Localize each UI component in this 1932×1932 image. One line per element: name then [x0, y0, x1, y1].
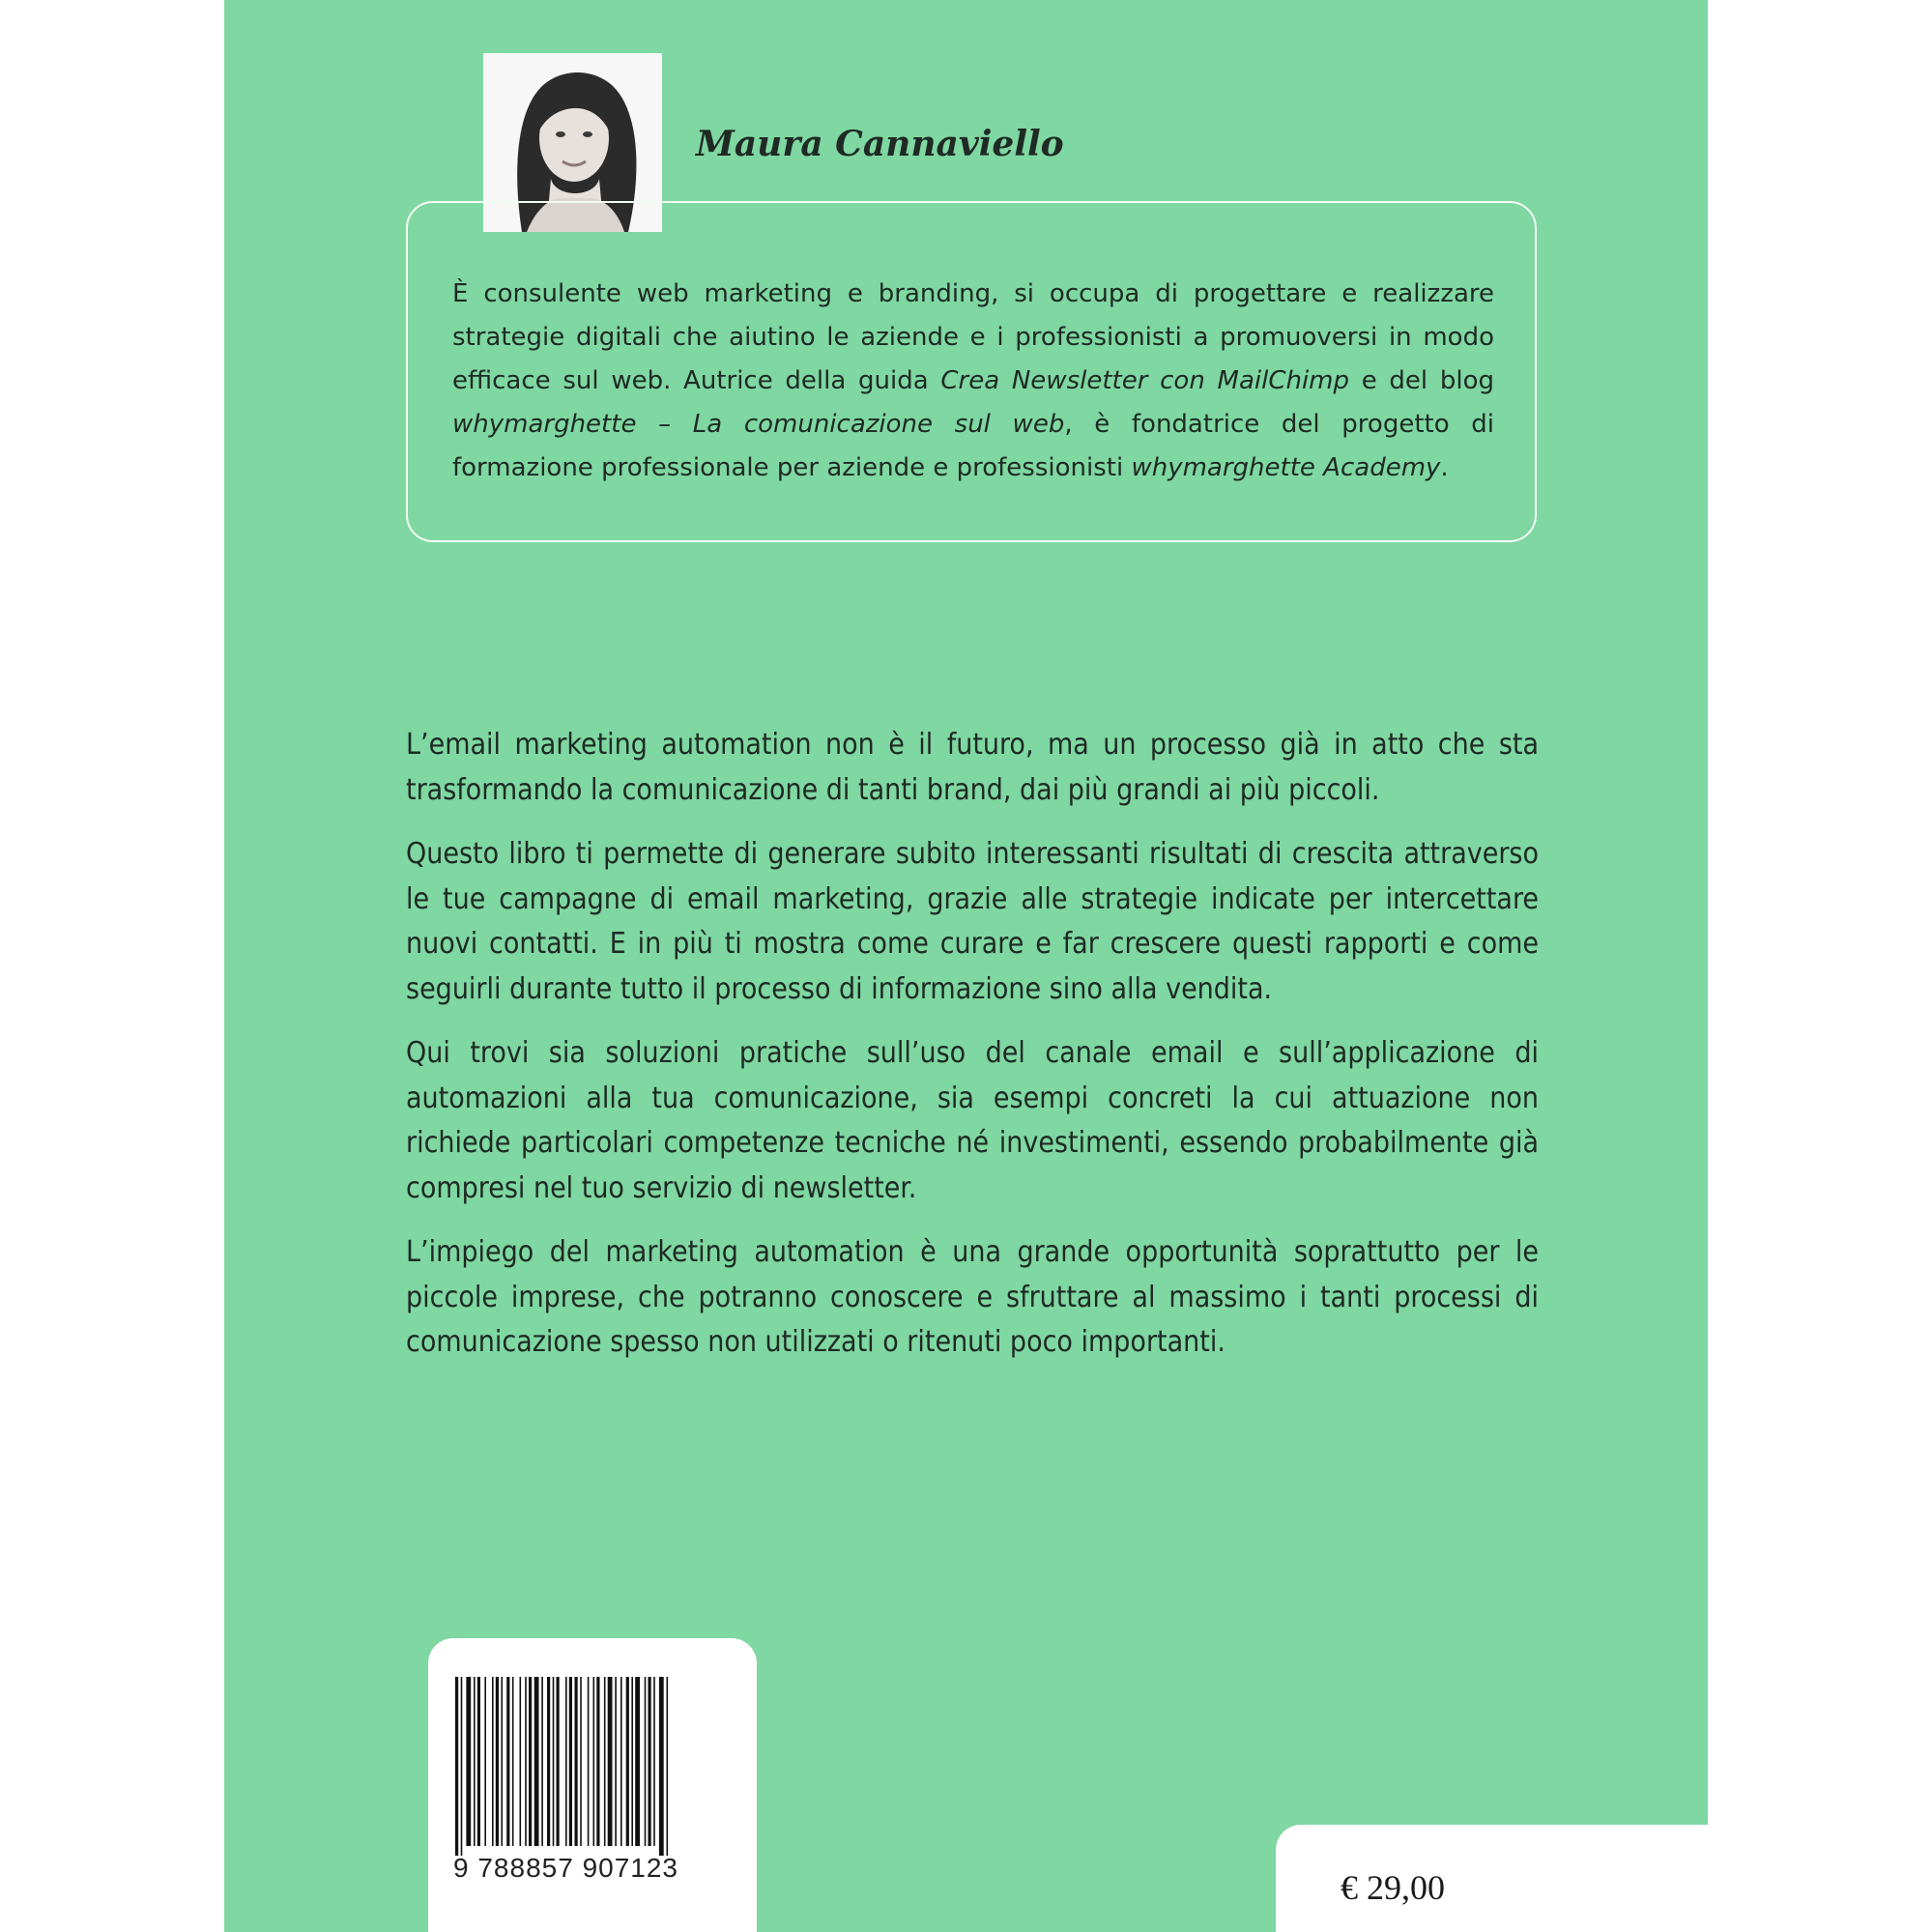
price-label: € 29,00 [1341, 1868, 1445, 1907]
bio-segment: È consulente web marketing e branding, si occupa di progettare e realizzare strategie digitali che aiutino le aziende e i professionisti a promuoversi in modo efficace sul web. Autrice della guida [452, 279, 1494, 395]
barcode-panel [428, 1638, 757, 1932]
bio-italic-segment: whymarghette Academy [1131, 453, 1441, 482]
barcode-icon [428, 1638, 757, 1860]
isbn-number: 9 788857 907123 [453, 1853, 678, 1883]
bio-segment: e del blog [1349, 366, 1495, 395]
description-paragraph: L’email marketing automation non è il futuro, ma un processo già in atto che sta trasformando la comunicazione di tanti brand, dai più grandi ai più piccoli. [406, 728, 1539, 807]
description-paragraph: Qui trovi sia soluzioni pratiche sull’uso del canale email e sull’applicazione di automazioni alla tua comunicazione, sia esempi concreti la cui attuazione non richiede particolari competenze tecniche né investimenti, essendo probabilmente già compresi nel tuo servizio di newsletter. [406, 1036, 1539, 1205]
author-bio [452, 273, 1494, 490]
bio-italic-segment: whymarghette – La comunicazione sul web [452, 410, 1065, 439]
bio-italic-segment: Crea Newsletter con MailChimp [940, 366, 1350, 395]
bio-segment: . [1440, 453, 1449, 482]
description-paragraph: Questo libro ti permette di generare subito interessanti risultati di crescita attraverso le tue campagne di email marketing, grazie alle strategie indicate per intercettare nuovi contatti. E in più ti mostra come curare e far crescere questi rapporti e come seguirli durante tutto il processo di informazione sino alla vendita. [406, 837, 1539, 1006]
author-name: Maura Cannaviello [696, 124, 1064, 164]
bio-segment: , è fondatrice del progetto di formazione professionale per aziende e professionisti [452, 410, 1494, 482]
book-description [406, 723, 1539, 1385]
description-paragraph: L’impiego del marketing automation è una grande opportunità soprattutto per le piccole imprese, che potranno conoscere e sfruttare al massimo i tanti processi di comunicazione spesso non utilizzati o ritenuti poco importanti. [406, 1235, 1539, 1359]
